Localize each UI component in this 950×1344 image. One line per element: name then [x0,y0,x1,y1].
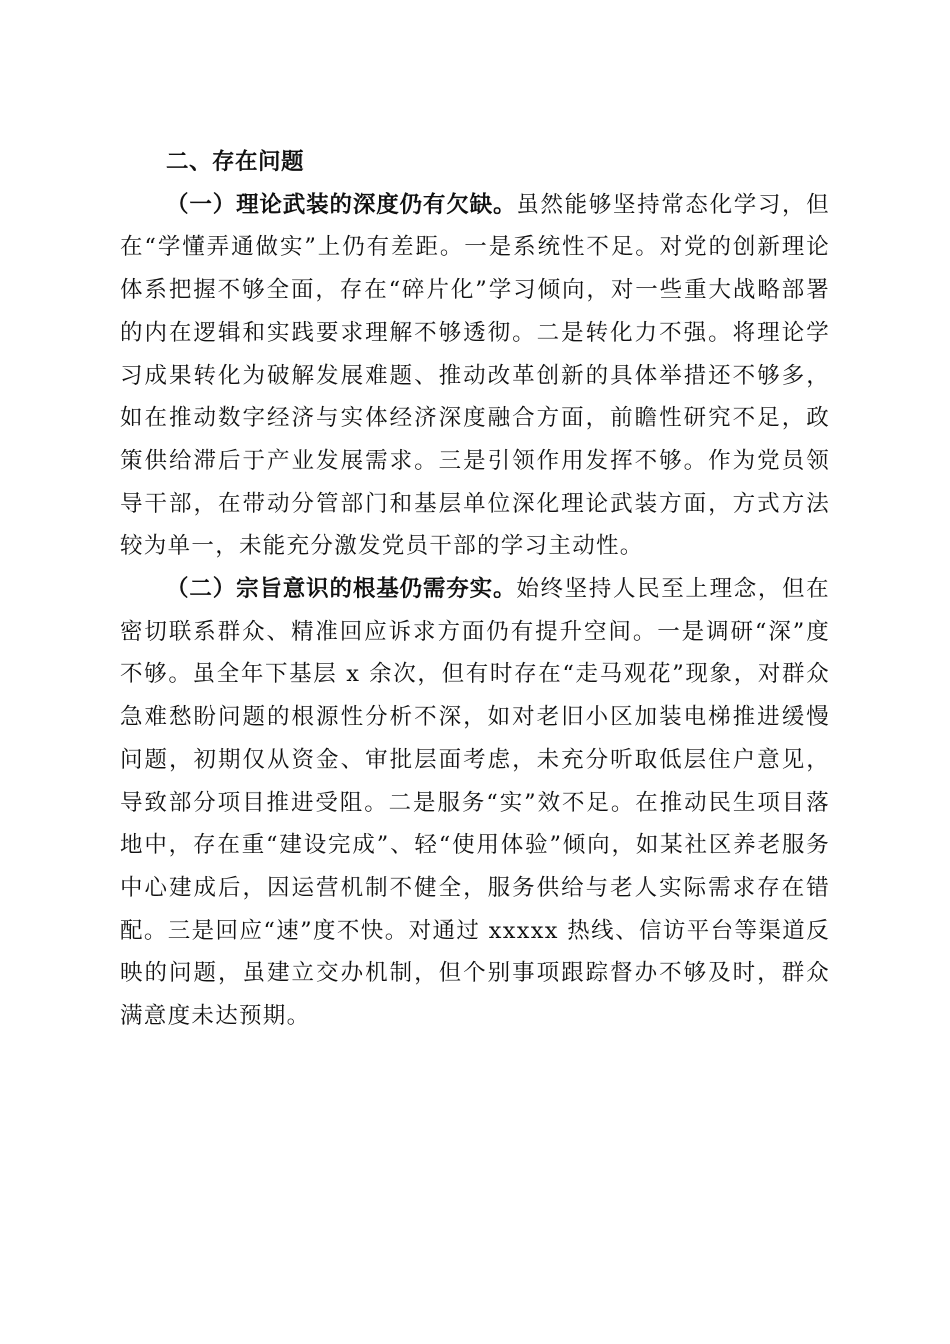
paragraph-1-heading: （一）理论武装的深度仍有欠缺。 [166,191,517,218]
paragraph-2-heading: （二）宗旨意识的根基仍需夯实。 [166,576,517,603]
paragraph-2 [120,568,830,1038]
document-body [120,141,830,1038]
paragraph-1-body: 虽然能够坚持常态化学习，但在“学懂弄通做实”上仍有差距。一是系统性不足。对党的创新理论体系把握不够全面，存在“碎片化”学习倾向，对一些重大战略部署的内在逻辑和实践要求理解不够透彻。二是转化力不强。将理论学习成果转化为破解发展难题、推动改革创新的具体举措还不够多，如在推动数字经济与实体经济深度融合方面，前瞻性研究不足，政策供给滞后于产业发展需求。三是引领作用发挥不够。作为党员领导干部，在带动分管部门和基层单位深化理论武装方面，方式方法较为单一，未能充分激发党员干部的学习主动性。 [120,191,830,560]
paragraph-1 [120,184,830,568]
paragraph-2-body: 始终坚持人民至上理念，但在密切联系群众、精准回应诉求方面仍有提升空间。一是调研“深”度不够。虽全年下基层 x 余次，但有时存在“走马观花”现象，对群众急难愁盼问题的根源性分析不深，如对老旧小区加装电梯推进缓慢问题，初期仅从资金、审批层面考虑，未充分听取低层住户意见，导致部分项目推进受阻。二是服务“实”效不足。在推动民生项目落地中，存在重“建设完成”、轻“使用体验”倾向，如某社区养老服务中心建成后，因运营机制不健全，服务供给与老人实际需求存在错配。三是回应“速”度不快。对通过 xxxxx 热线、信访平台等渠道反映的问题，虽建立交办机制，但个别事项跟踪督办不够及时，群众满意度未达预期。 [120,576,830,1030]
section-heading: 二、存在问题 [166,149,305,175]
